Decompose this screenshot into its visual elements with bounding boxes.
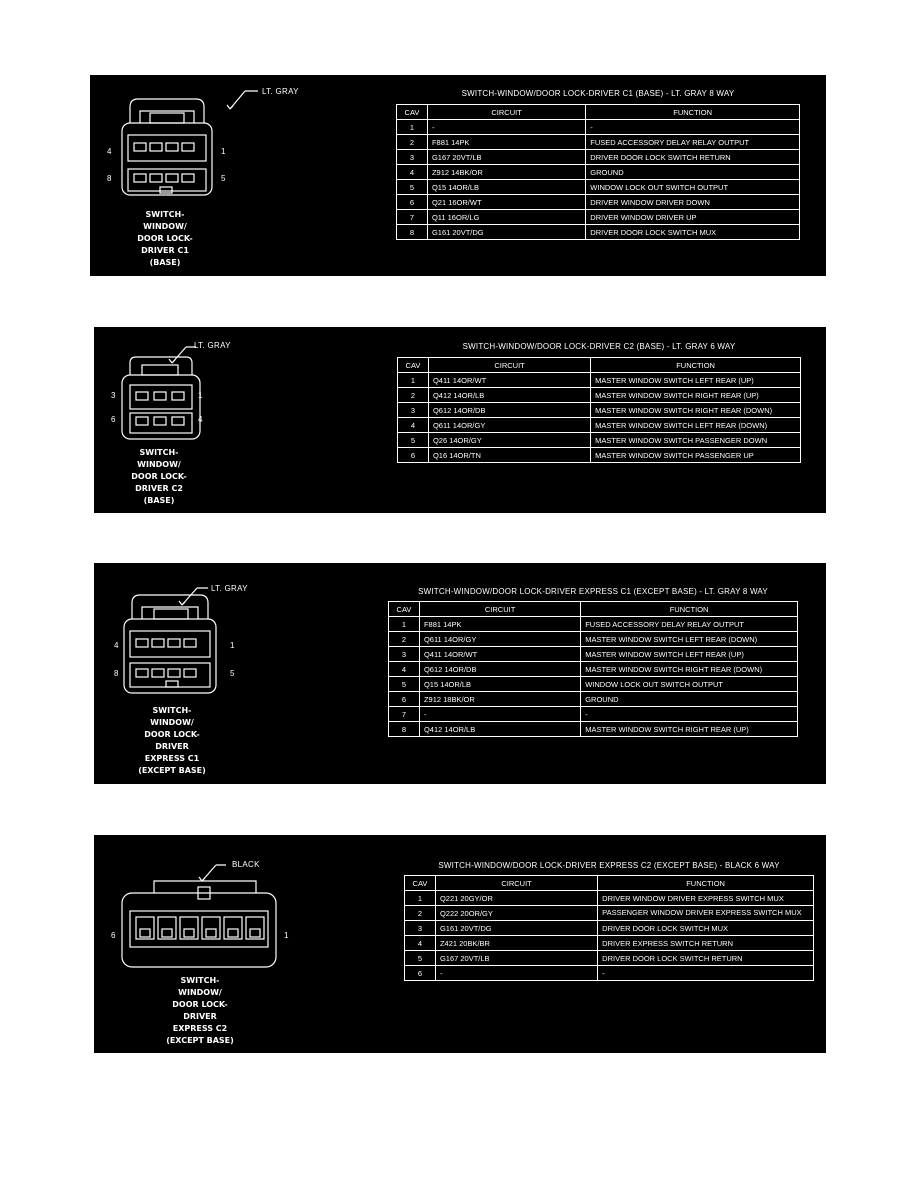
cav-cell: 2: [405, 906, 436, 921]
circuit-cell: G167 20VT/LB: [435, 951, 597, 966]
pinout-table: [404, 875, 814, 981]
table-row: [397, 195, 800, 210]
table-row: [397, 135, 800, 150]
connector-color-callout: BLACK: [232, 860, 260, 869]
column-header-function: FUNCTION: [591, 358, 801, 373]
table-row: [389, 707, 798, 722]
column-header-circuit: CIRCUIT: [435, 876, 597, 891]
table-row: [398, 433, 801, 448]
table-row: [405, 906, 814, 921]
connector-color-callout: LT. GRAY: [194, 341, 231, 350]
cav-cell: 5: [398, 433, 429, 448]
column-header-function: FUNCTION: [598, 876, 814, 891]
pin-label-top-right: 1: [221, 147, 226, 156]
cav-cell: 6: [398, 448, 429, 463]
function-cell: GROUND: [586, 165, 800, 180]
circuit-cell: G161 20VT/DG: [435, 921, 597, 936]
function-cell: MASTER WINDOW SWITCH LEFT REAR (UP): [581, 647, 798, 662]
pin-label-top-left: 4: [114, 641, 119, 650]
table-row: [389, 692, 798, 707]
circuit-cell: Q222 20OR/GY: [435, 906, 597, 921]
table-row: [389, 632, 798, 647]
function-cell: MASTER WINDOW SWITCH RIGHT REAR (DOWN): [581, 662, 798, 677]
pin-label-top-right: 1: [230, 641, 235, 650]
cav-cell: 1: [397, 120, 428, 135]
table-row: [389, 722, 798, 737]
pin-label-top-left: 4: [107, 147, 112, 156]
column-header-circuit: CIRCUIT: [419, 602, 580, 617]
function-cell: MASTER WINDOW SWITCH PASSENGER UP: [591, 448, 801, 463]
cav-cell: 5: [405, 951, 436, 966]
pin-label-bottom-left: 8: [107, 174, 112, 183]
circuit-cell: Z912 14BK/OR: [427, 165, 585, 180]
connector-caption: SWITCH- WINDOW/ DOOR LOCK- DRIVER C2 (BASE): [131, 448, 187, 505]
cav-cell: 7: [397, 210, 428, 225]
table-row: [398, 388, 801, 403]
connector-caption: SWITCH- WINDOW/ DOOR LOCK- DRIVER EXPRESS C2 (EXCEPT BASE): [166, 976, 234, 1045]
column-header-circuit: CIRCUIT: [428, 358, 590, 373]
cav-cell: 6: [405, 966, 436, 981]
function-cell: MASTER WINDOW SWITCH RIGHT REAR (UP): [591, 388, 801, 403]
function-cell: MASTER WINDOW SWITCH LEFT REAR (DOWN): [591, 418, 801, 433]
column-header-function: FUNCTION: [581, 602, 798, 617]
cav-cell: 3: [405, 921, 436, 936]
function-cell: -: [581, 707, 798, 722]
connector-color-callout: LT. GRAY: [211, 584, 248, 593]
function-cell: MASTER WINDOW SWITCH PASSENGER DOWN: [591, 433, 801, 448]
cav-cell: 3: [397, 150, 428, 165]
circuit-cell: F881 14PK: [427, 135, 585, 150]
cav-cell: 7: [389, 707, 420, 722]
table-row: [397, 180, 800, 195]
cav-cell: 4: [389, 662, 420, 677]
pin-label-top-right: 1: [198, 391, 203, 400]
circuit-cell: Q612 14OR/DB: [428, 403, 590, 418]
cav-cell: 4: [398, 418, 429, 433]
table-row: [398, 403, 801, 418]
function-cell: DRIVER WINDOW DRIVER EXPRESS SWITCH MUX: [598, 891, 814, 906]
column-header-function: FUNCTION: [586, 105, 800, 120]
function-cell: DRIVER DOOR LOCK SWITCH RETURN: [586, 150, 800, 165]
table-title: SWITCH-WINDOW/DOOR LOCK-DRIVER C1 (BASE) - LT. GRAY 8 WAY: [461, 89, 735, 98]
circuit-cell: Q612 14OR/DB: [419, 662, 580, 677]
table-row: [405, 921, 814, 936]
cav-cell: 2: [389, 632, 420, 647]
cav-cell: 2: [398, 388, 429, 403]
table-row: [405, 951, 814, 966]
circuit-cell: Q611 14OR/GY: [428, 418, 590, 433]
function-cell: MASTER WINDOW SWITCH LEFT REAR (DOWN): [581, 632, 798, 647]
function-cell: MASTER WINDOW SWITCH RIGHT REAR (DOWN): [591, 403, 801, 418]
cav-cell: 6: [389, 692, 420, 707]
table-row: [397, 150, 800, 165]
function-cell: DRIVER DOOR LOCK SWITCH MUX: [586, 225, 800, 240]
cav-cell: 6: [397, 195, 428, 210]
cav-cell: 8: [397, 225, 428, 240]
function-cell: DRIVER DOOR LOCK SWITCH MUX: [598, 921, 814, 936]
function-cell: -: [586, 120, 800, 135]
function-cell: -: [598, 966, 814, 981]
function-cell: MASTER WINDOW SWITCH RIGHT REAR (UP): [581, 722, 798, 737]
circuit-cell: Q11 16OR/LG: [427, 210, 585, 225]
pinout-table: [397, 357, 801, 463]
function-cell: GROUND: [581, 692, 798, 707]
table-row: [397, 120, 800, 135]
table-title: SWITCH-WINDOW/DOOR LOCK-DRIVER EXPRESS C2 (EXCEPT BASE) - BLACK 6 WAY: [438, 861, 780, 870]
table-row: [398, 448, 801, 463]
function-cell: DRIVER DOOR LOCK SWITCH RETURN: [598, 951, 814, 966]
cav-cell: 4: [397, 165, 428, 180]
column-header-cav: CAV: [405, 876, 436, 891]
cav-cell: 3: [398, 403, 429, 418]
pin-label-left: 6: [111, 931, 116, 940]
table-row: [405, 891, 814, 906]
circuit-cell: Q16 14OR/TN: [428, 448, 590, 463]
cav-cell: 1: [389, 617, 420, 632]
table-title: SWITCH-WINDOW/DOOR LOCK-DRIVER EXPRESS C1 (EXCEPT BASE) - LT. GRAY 8 WAY: [418, 587, 768, 596]
circuit-cell: Q411 14OR/WT: [428, 373, 590, 388]
table-row: [397, 165, 800, 180]
function-cell: DRIVER WINDOW DRIVER DOWN: [586, 195, 800, 210]
cav-cell: 3: [389, 647, 420, 662]
table-row: [397, 210, 800, 225]
circuit-cell: -: [419, 707, 580, 722]
pin-label-bottom-left: 6: [111, 415, 116, 424]
table-title: SWITCH-WINDOW/DOOR LOCK-DRIVER C2 (BASE) - LT. GRAY 6 WAY: [462, 342, 736, 351]
column-header-cav: CAV: [389, 602, 420, 617]
cav-cell: 5: [389, 677, 420, 692]
cav-cell: 5: [397, 180, 428, 195]
table-row: [389, 662, 798, 677]
pinout-table: [396, 104, 800, 240]
connector-panel-c1-base: [90, 75, 826, 276]
column-header-cav: CAV: [397, 105, 428, 120]
function-cell: PASSENGER WINDOW DRIVER EXPRESS SWITCH MUX: [598, 906, 814, 921]
table-row: [389, 617, 798, 632]
function-cell: DRIVER EXPRESS SWITCH RETURN: [598, 936, 814, 951]
connector-panel-c2-base: [94, 327, 826, 513]
circuit-cell: Q15 14OR/LB: [419, 677, 580, 692]
cav-cell: 2: [397, 135, 428, 150]
circuit-cell: Q26 14OR/GY: [428, 433, 590, 448]
circuit-cell: Q21 16OR/WT: [427, 195, 585, 210]
connector-panel-express-c1: [94, 563, 826, 784]
circuit-cell: Q611 14OR/GY: [419, 632, 580, 647]
table-row: [398, 418, 801, 433]
table-row: [389, 677, 798, 692]
connector-panel-express-c2: [94, 835, 826, 1053]
pin-label-right: 1: [284, 931, 289, 940]
table-row: [397, 225, 800, 240]
pin-label-top-left: 3: [111, 391, 116, 400]
table-row: [389, 647, 798, 662]
circuit-cell: Q221 20GY/OR: [435, 891, 597, 906]
pinout-table: [388, 601, 798, 737]
table-row: [405, 936, 814, 951]
circuit-cell: G167 20VT/LB: [427, 150, 585, 165]
function-cell: WINDOW LOCK OUT SWITCH OUTPUT: [586, 180, 800, 195]
function-cell: FUSED ACCESSORY DELAY RELAY OUTPUT: [586, 135, 800, 150]
cav-cell: 1: [398, 373, 429, 388]
circuit-cell: Z912 18BK/OR: [419, 692, 580, 707]
connector-color-callout: LT. GRAY: [262, 87, 299, 96]
connector-caption: SWITCH- WINDOW/ DOOR LOCK- DRIVER EXPRESS C1 (EXCEPT BASE): [138, 706, 206, 775]
circuit-cell: -: [435, 966, 597, 981]
circuit-cell: -: [427, 120, 585, 135]
table-row: [405, 966, 814, 981]
function-cell: MASTER WINDOW SWITCH LEFT REAR (UP): [591, 373, 801, 388]
pin-label-bottom-left: 8: [114, 669, 119, 678]
circuit-cell: Q412 14OR/LB: [428, 388, 590, 403]
cav-cell: 1: [405, 891, 436, 906]
pin-label-bottom-right: 4: [198, 415, 203, 424]
pin-label-bottom-right: 5: [221, 174, 226, 183]
cav-cell: 4: [405, 936, 436, 951]
table-row: [398, 373, 801, 388]
function-cell: DRIVER WINDOW DRIVER UP: [586, 210, 800, 225]
circuit-cell: F881 14PK: [419, 617, 580, 632]
pin-label-bottom-right: 5: [230, 669, 235, 678]
connector-caption: SWITCH- WINDOW/ DOOR LOCK- DRIVER C1 (BASE): [137, 210, 193, 267]
circuit-cell: Q15 14OR/LB: [427, 180, 585, 195]
function-cell: WINDOW LOCK OUT SWITCH OUTPUT: [581, 677, 798, 692]
column-header-cav: CAV: [398, 358, 429, 373]
column-header-circuit: CIRCUIT: [427, 105, 585, 120]
circuit-cell: Z421 20BK/BR: [435, 936, 597, 951]
circuit-cell: G161 20VT/DG: [427, 225, 585, 240]
circuit-cell: Q412 14OR/LB: [419, 722, 580, 737]
cav-cell: 8: [389, 722, 420, 737]
function-cell: FUSED ACCESSORY DELAY RELAY OUTPUT: [581, 617, 798, 632]
circuit-cell: Q411 14OR/WT: [419, 647, 580, 662]
